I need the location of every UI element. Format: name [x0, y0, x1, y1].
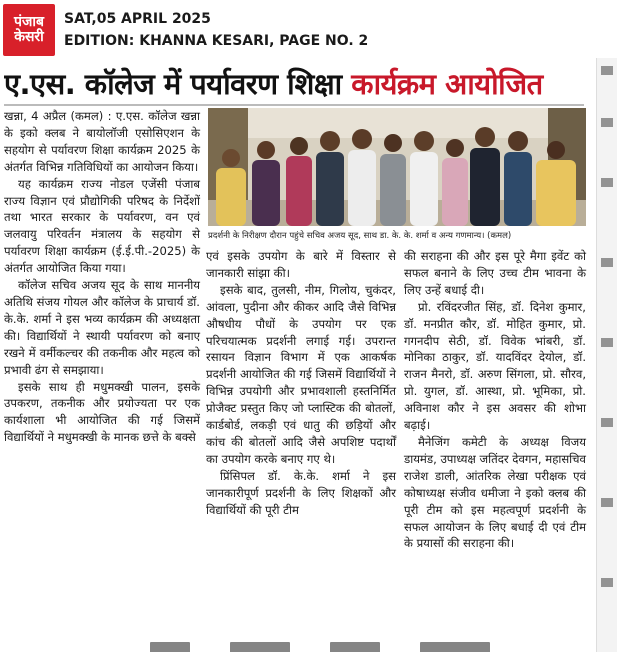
edition-line: EDITION: KHANNA KESARI, PAGE NO. 2 — [64, 33, 369, 49]
article-column-2 — [206, 248, 396, 519]
text-fragment — [601, 258, 613, 267]
headline-part-2: कार्यक्रम आयोजित — [351, 67, 543, 101]
adjacent-article-edge — [596, 58, 617, 652]
text-fragment — [601, 498, 613, 507]
text-fragment — [601, 418, 613, 427]
cut-off-next-headline — [0, 640, 596, 652]
issue-date: SAT,05 APRIL 2025 — [64, 11, 211, 27]
paragraph: एवं इसके उपयोग के बारे में विस्तार से जानकारी सांझा की। — [206, 249, 396, 280]
paragraph: इसके बाद, तुलसी, नीम, गिलोय, चुकंदर, आंवला, पुदीना और कीकर आदि जैसे विभिन्न औषधीय पौधों के उपयोग पर एक परिचयात्मक प्रदर्शनी लगाई गई। उपरान्त रसायन विज्ञान विभाग में एक आकर्षक प्रदर्शनी आयोजित की गई जिसमें विद्यार्थियों ने विभिन्न उपयोगी और प्रभावशाली हस्तनिर्मित प्रोजैक्ट प्रस्तुत किए जो प्लास्टिक की बोतलों, कार्डबोर्ड, लकड़ी एवं धातु की छड़ियों और कांच की बोतलों आदि जैसे अपशिष्ट पदार्थों का उपयोग करके बनाए गए थे। — [206, 282, 396, 466]
newspaper-logo — [3, 4, 55, 56]
paragraph: इसके साथ ही मधुमक्खी पालन, इसके उपकरण, तकनीक और प्रयोज्यता पर एक कार्यशाला भी आयोजित की गई जिसमें विद्यार्थियों ने मधुमक्खी के मानक छत्ते के बक्से — [4, 379, 200, 445]
headline-part-1: ए.एस. कॉलेज में पर्यावरण शिक्षा — [4, 67, 352, 101]
text-fragment — [601, 578, 613, 587]
paragraph: मैनेजिंग कमेटी के अध्यक्ष विजय डायमंड, उपाध्यक्ष जतिंदर देवगन, महासचिव राजेश डाली, आंतरिक लेखा परीक्षक एवं कोषाध्यक्ष संजीव धमीजा ने इको क्लब की पूरी टीम को इस महत्वपूर्ण प्रदर्शनी के सफल आयोजन के लिए बधाई दी एवं टीम के प्रयासों की सराहना की। — [404, 434, 586, 551]
paragraph: कॉलेज सचिव अजय सूद के साथ माननीय अतिथि संजय गोयल और कॉलेज के प्राचार्य डॉ. के.के. शर्मा ने इस भव्य कार्यक्रम की अध्यक्षता की। विद्यार्थियों ने स्थायी पर्यावरण को बनाए रखने में वर्मीकल्चर की तकनीक और महत्व को प्रभावी ढंग से समझाया। — [4, 278, 200, 377]
paragraph: यह कार्यक्रम राज्य नोडल एजेंसी पंजाब राज्य विज्ञान एवं प्रौद्योगिकी परिषद के निर्देशों तथा भारत सरकार के पर्यावरण, वन एवं जलवायु परिवर्तन मंत्रालय के सहयोग से पर्यावरण शिक्षा कार्यक्रम (ई.ई.पी.-2025) के अंतर्गत आयोजित किया गया। — [4, 176, 200, 276]
headline-rule — [4, 104, 584, 106]
event-photo — [208, 108, 586, 226]
paragraph: प्रो. रविंदरजीत सिंह, डॉ. दिनेश कुमार, डॉ. मनप्रीत कौर, डॉ. मोहित कुमार, प्रो. गगनदीप सेठी, डॉ. विवेक भांबरी, डॉ. मोनिका ठाकुर, डॉ. यादविंदर देयोल, डॉ. राजन मैनरो, डॉ. अरुण सिंगला, प्रो. सौरव, प्रो. युगल, डॉ. आस्था, प्रो. भूमिका, प्रो. अविनाश कौर ने इस अवसर की शोभा बढ़ाई। — [404, 299, 586, 433]
paragraph: खन्ना, 4 अप्रैल (कमल) : ए.एस. कॉलेज खन्ना के इको क्लब ने बायोलॉजी एसोसिएशन के सहयोग से पर्यावरण शिक्षा कार्यक्रम 2025 के अंतर्गत विभिन्न गतिविधियों का आयोजन किया। — [4, 109, 200, 174]
logo-line-2: केसरी — [14, 29, 44, 45]
text-fragment — [601, 178, 613, 187]
paragraph: की सराहना की और इस पूरे मैगा इवेंट को सफल बनाने के लिए उच्च टीम भावना के लिए उन्हें बधाई दी। — [404, 249, 586, 297]
text-fragment — [601, 338, 613, 347]
article-column-1 — [4, 108, 200, 446]
logo-line-1: पंजाब — [14, 14, 44, 31]
text-fragment — [601, 66, 613, 75]
masthead — [64, 8, 604, 52]
paragraph: प्रिंसिपल डॉ. के.के. शर्मा ने इस जानकारीपूर्ण प्रदर्शनी के लिए शिक्षकों और विद्यार्थियों की पूरी टीम — [206, 468, 396, 517]
text-fragment — [601, 118, 613, 127]
headline — [4, 64, 586, 104]
article-column-3 — [404, 248, 586, 552]
photo-caption: प्रदर्शनी के निरीक्षण दौरान पहुंचे सचिव अजय सूद, साथ डा. के. के. शर्मा व अन्य गणमान्य। (कमल) — [208, 231, 512, 241]
